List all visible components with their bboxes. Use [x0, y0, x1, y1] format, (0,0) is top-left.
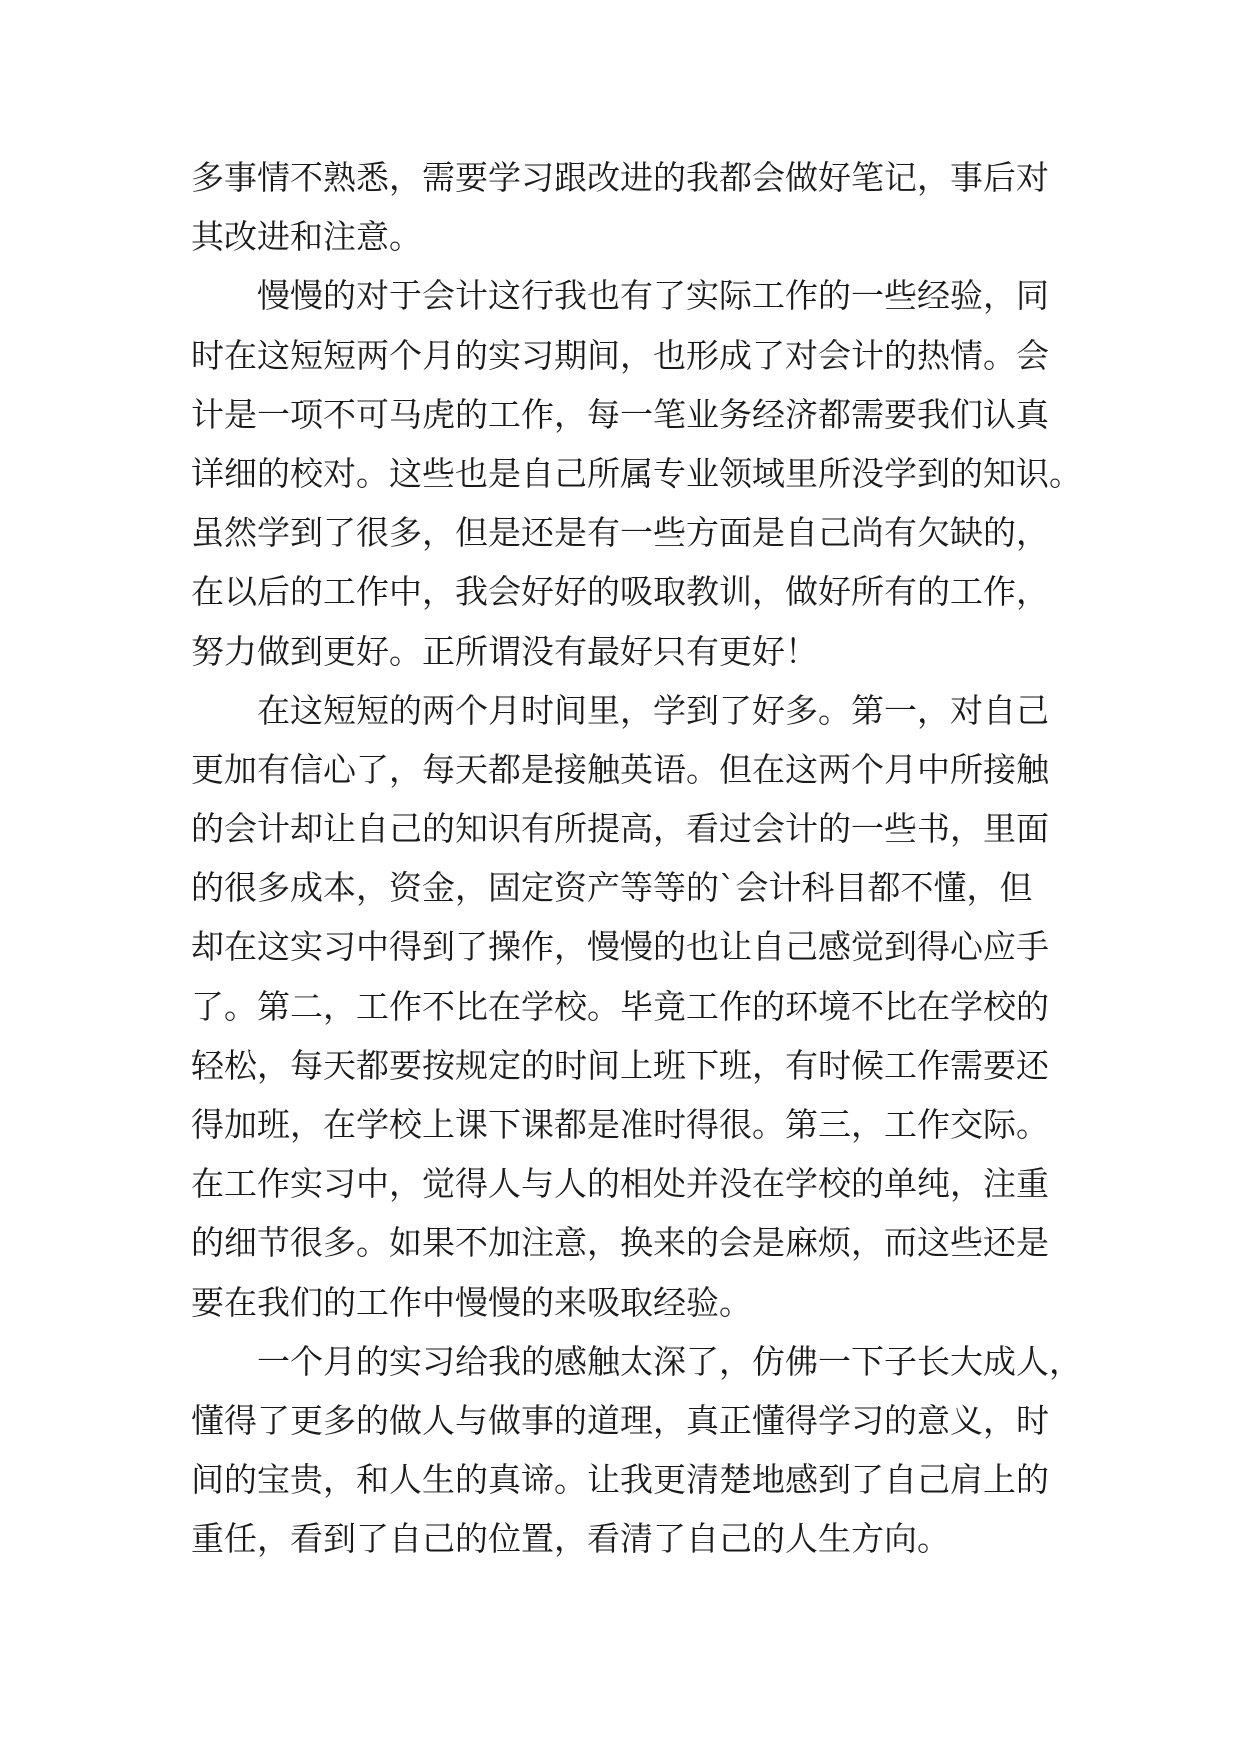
text-line: 要在我们的工作中慢慢的来吸取经验。: [191, 1282, 752, 1322]
text-line: 的很多成本，资金，固定资产等等的`会计科目都不懂，但: [191, 868, 1033, 908]
document-body: [191, 158, 1082, 1579]
text-line: 轻松，每天都要按规定的时间上班下班，有时候工作需要还: [191, 1045, 1049, 1085]
text-line: 了。第二，工作不比在学校。毕竟工作的环境不比在学校的: [191, 986, 1049, 1026]
text-line: 多事情不熟悉，需要学习跟改进的我都会做好笔记，事后对: [191, 158, 1049, 197]
text-line: 详细的校对。这些也是自己所属专业领域里所没学到的知识。: [191, 453, 1082, 493]
text-line: 时在这短短两个月的实习期间，也形成了对会计的热情。会: [191, 335, 1049, 375]
text-line: 在工作实习中，觉得人与人的相处并没在学校的单纯，注重: [191, 1164, 1049, 1204]
text-line: 计是一项不可马虎的工作，每一笔业务经济都需要我们认真: [191, 394, 1049, 434]
paragraph: [191, 276, 1082, 690]
text-line: 一个月的实习给我的感触太深了，仿佛一下子长大成人，: [257, 1341, 1082, 1381]
text-line: 的会计却让自己的知识有所提高，看过会计的一些书，里面: [191, 809, 1049, 849]
text-line: 在以后的工作中，我会好好的吸取教训，做好所有的工作，: [191, 572, 1049, 612]
paragraph: [191, 158, 1071, 276]
text-line: 却在这实习中得到了操作，慢慢的也让自己感觉到得心应手: [191, 927, 1049, 967]
text-line: 慢慢的对于会计这行我也有了实际工作的一些经验，同: [257, 276, 1049, 316]
paragraph: [191, 691, 1071, 1342]
text-line: 的细节很多。如果不加注意，换来的会是麻烦，而这些还是: [191, 1223, 1049, 1263]
text-line: 其改进和注意。: [191, 217, 422, 257]
text-line: 间的宝贵，和人生的真谛。让我更清楚地感到了自己肩上的: [191, 1460, 1049, 1500]
text-line: 在这短短的两个月时间里，学到了好多。第一，对自己: [257, 690, 1049, 730]
text-line: 重任，看到了自己的位置，看清了自己的人生方向。: [191, 1519, 950, 1559]
text-line: 虽然学到了很多，但是还是有一些方面是自己尚有欠缺的，: [191, 513, 1049, 553]
text-line: 更加有信心了，每天都是接触英语。但在这两个月中所接触: [191, 749, 1049, 789]
text-line: 得加班，在学校上课下课都是准时得很。第三，工作交际。: [191, 1105, 1049, 1144]
paragraph: [191, 1341, 1082, 1579]
text-line: 努力做到更好。正所谓没有最好只有更好！: [191, 631, 818, 671]
text-line: 懂得了更多的做人与做事的道理，真正懂得学习的意义，时: [191, 1400, 1049, 1440]
